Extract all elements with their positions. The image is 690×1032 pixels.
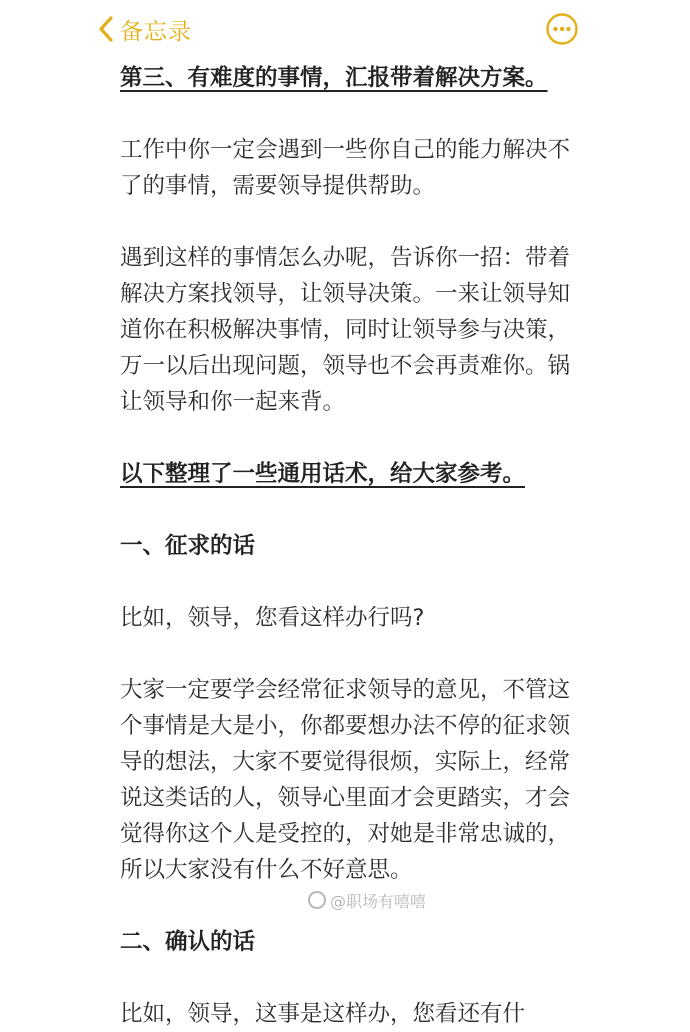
back-button[interactable]: [98, 12, 192, 46]
back-label: 备忘录: [120, 18, 192, 45]
example-line: 比如，领导，您看这样办行吗?: [120, 605, 425, 631]
subsection-title: 二、确认的话: [120, 929, 256, 955]
blank-line: [120, 96, 570, 132]
paragraph: 大家一定要学会经常征求领导的意见，不管这个事情是大是小，你都要想办法不停的征求领导的想法，大家不要觉得很烦，实际上，经常说这类话的人，领导心里面才会更踏实，才会觉得你这个人是受控的，对她是非常忠诚的，所以大家没有什么不好意思。: [120, 677, 571, 883]
blank-line: [120, 636, 570, 672]
example-line: 比如，领导，这事是这样办，您看还有什: [120, 1001, 526, 1027]
subsection-title: 一、征求的话: [120, 533, 256, 559]
blank-line: [120, 960, 570, 996]
blank-line: [120, 492, 570, 528]
paragraph: 工作中你一定会遇到一些你自己的能力解决不了的事情，需要领导提供帮助。: [120, 137, 571, 199]
blank-line: [120, 204, 570, 240]
weibo-logo-icon: [308, 891, 326, 909]
watermark-text: @职场有嘻嘻: [330, 891, 427, 911]
blank-line: [120, 420, 570, 456]
more-dots-icon: [545, 31, 579, 50]
section-heading: 第三、有难度的事情，汇报带着解决方案。: [120, 65, 548, 91]
watermark: [308, 885, 426, 915]
blank-line: [120, 564, 570, 600]
section-intro: 以下整理了一些通用话术，给大家参考。: [120, 461, 526, 487]
more-button[interactable]: [545, 12, 579, 46]
paragraph: 遇到这样的事情怎么办呢，告诉你一招：带着解决方案找领导，让领导决策。一来让领导知道你在积极解决事情，同时让领导参与决策，万一以后出现问题，领导也不会再责难你。锅让领导和你一起来背。: [120, 245, 571, 415]
chevron-left-icon: [98, 15, 114, 43]
navigation-bar: [0, 0, 690, 58]
